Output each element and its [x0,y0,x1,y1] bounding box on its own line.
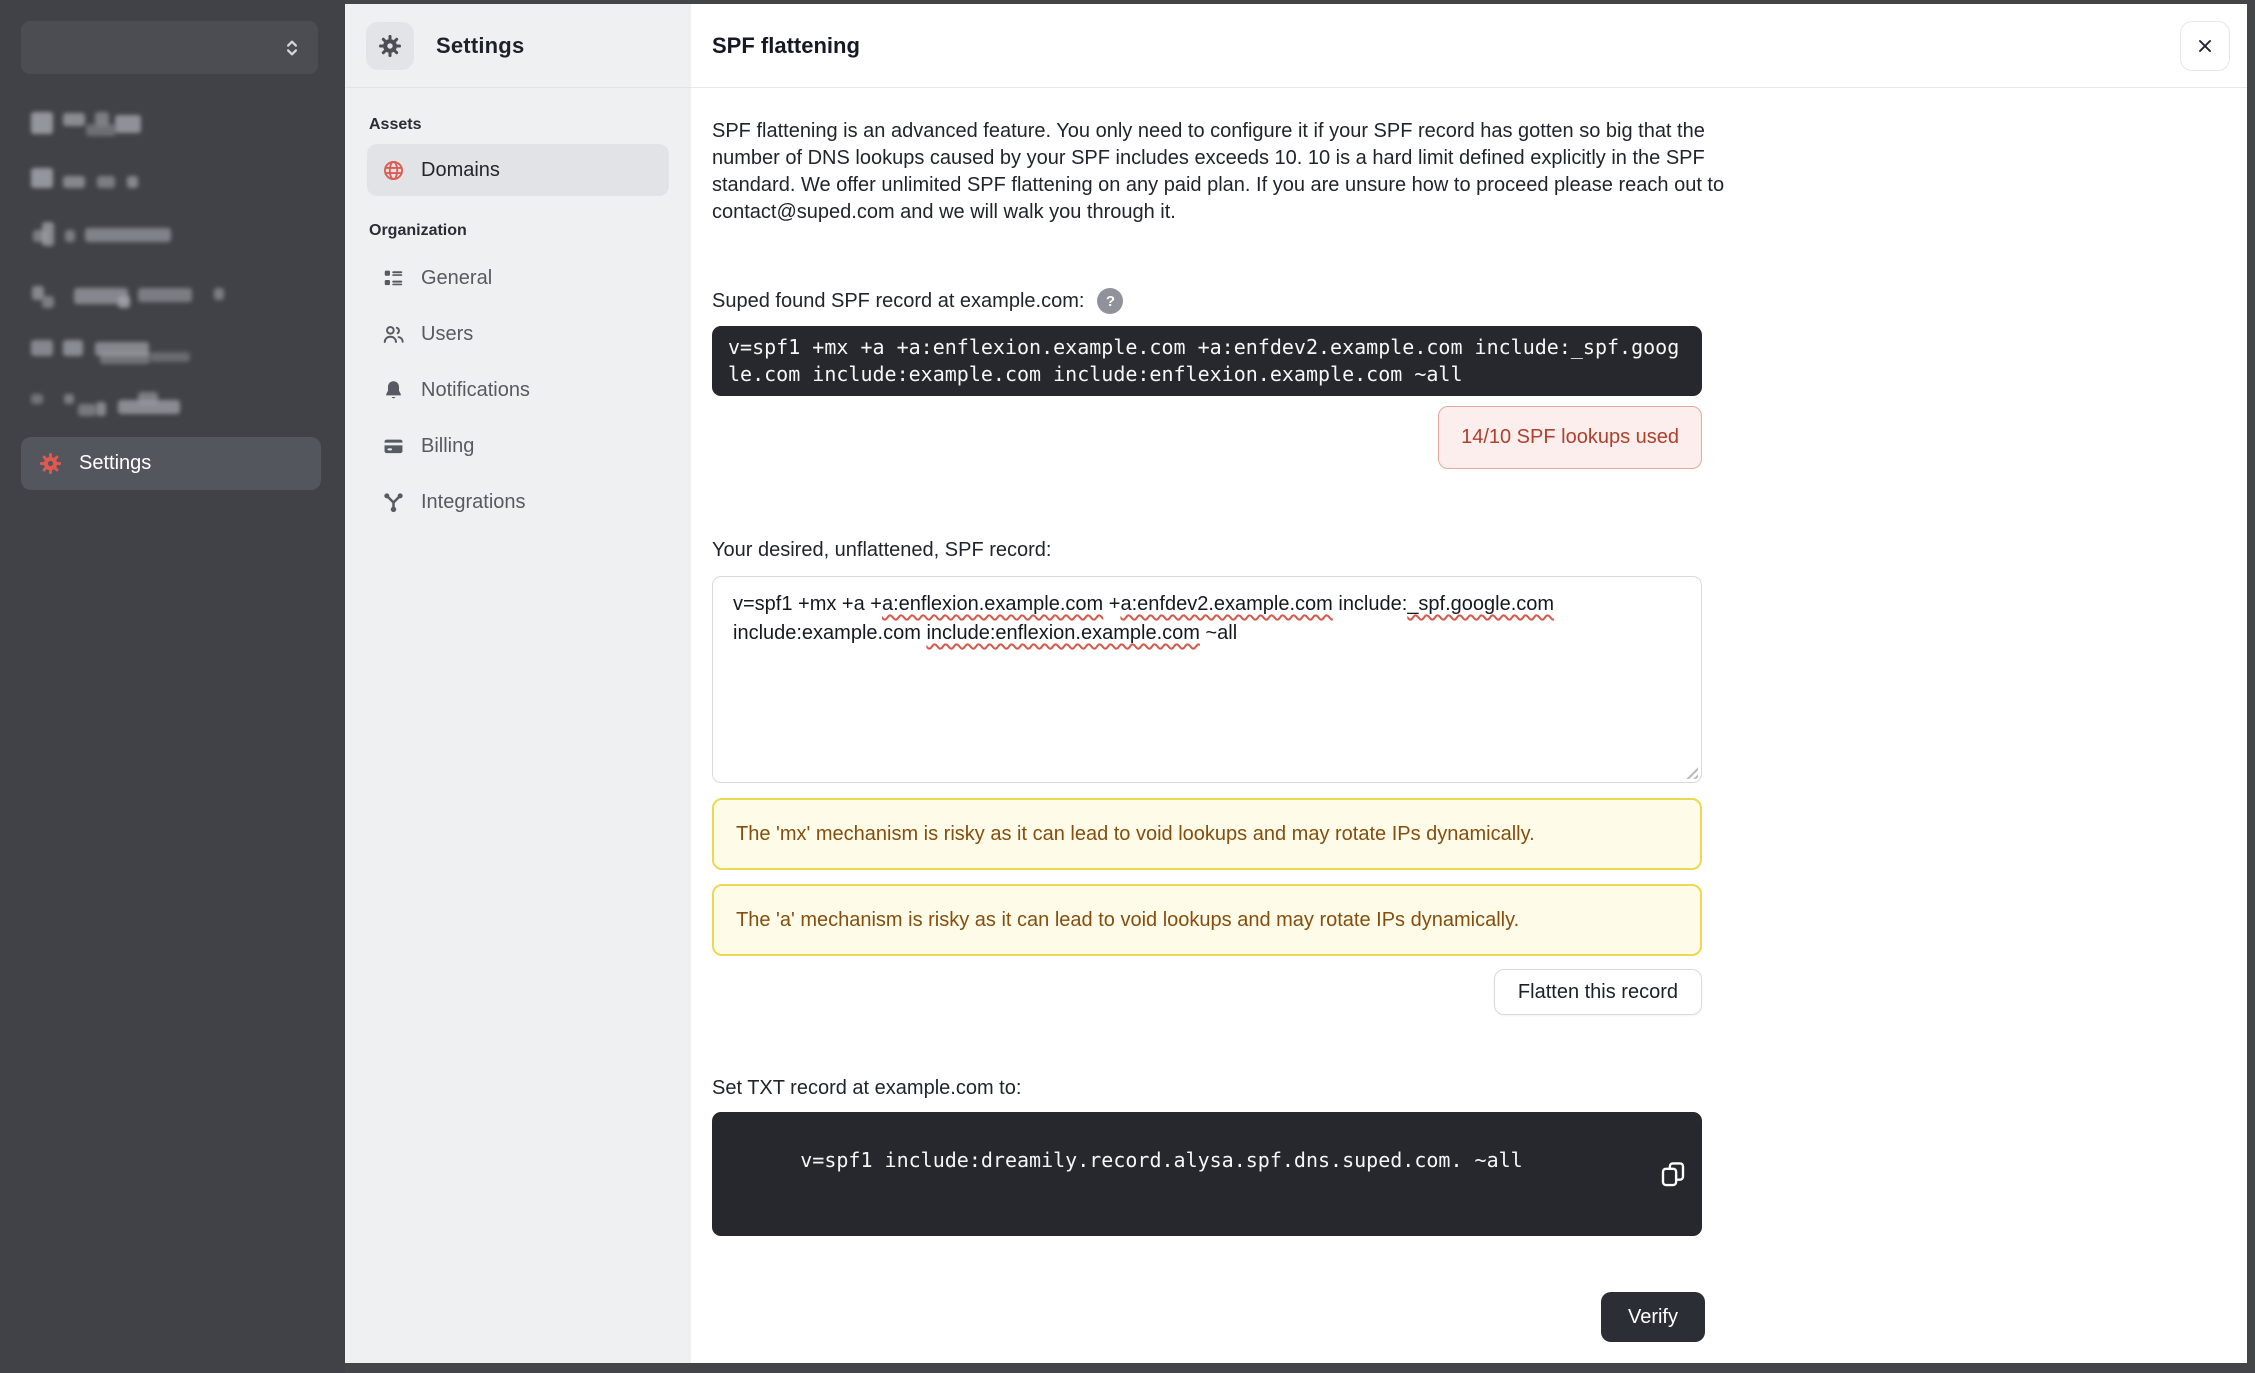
nav-item-label: Domains [421,158,500,181]
gear-icon [377,33,403,59]
globe-icon [381,158,406,183]
redacted-block [63,113,85,126]
found-record-label: Suped found SPF record at example.com: [712,289,1085,312]
main-header [691,4,2247,88]
redacted-block [64,394,74,404]
record-segment: ~all [1199,622,1238,644]
flatten-record-button[interactable]: Flatten this record [1494,969,1702,1015]
record-segment: + [1103,593,1121,615]
layout-list-icon [381,266,406,291]
txt-record-value: v=spf1 include:dreamily.record.alysa.spf.dns.suped.com. ~all [800,1148,1523,1172]
redacted-block [150,352,190,362]
redacted-block [96,402,106,416]
sidebar [0,0,345,1373]
spf-lookups-badge: 14/10 SPF lookups used [1438,406,1702,469]
txt-record-code [712,1112,1702,1236]
users-icon [381,322,406,347]
chevron-up-down-icon [279,35,305,61]
intro-text: SPF flattening is an advanced feature. You only need to configure it if your SPF record has gotten so big that the number of DNS lookups caused by your SPF includes exceeds 10. 10 is a hard limit defined explicitly in the SPF standard. We offer unlimited SPF flattening on any paid plan. If you are unsure how to proceed please reach out to contact@suped.com and we will walk you through it. [712,120,1725,223]
desired-record-label: Your desired, unflattened, SPF record: [712,539,1052,561]
warning-mx-mechanism [712,798,1702,870]
close-button[interactable] [2180,21,2230,71]
copy-button[interactable] [1654,1155,1692,1193]
settings-nav [345,4,691,1363]
redacted-block [63,340,83,356]
redacted-block [115,115,141,133]
gear-icon [38,451,63,476]
integrations-icon [381,490,406,515]
redacted-block [42,296,54,308]
redacted-block [214,288,224,300]
nav-item-label: Integrations [421,490,526,513]
settings-icon-chip [366,22,414,70]
desired-record-editor[interactable] [712,576,1702,783]
credit-card-icon [381,434,406,459]
verify-button[interactable]: Verify [1601,1292,1705,1342]
redacted-block [31,394,43,404]
spf-flattening-panel [691,4,2247,1363]
redacted-block [78,404,96,416]
redacted-block [31,168,53,188]
close-icon [2194,35,2216,57]
desired-record-text [733,590,1681,648]
sidebar-item-billing[interactable] [367,420,669,472]
redacted-block [63,176,85,188]
record-segment: a:enfdev2.example.com [1120,593,1333,615]
txt-record-label: Set TXT record at example.com to: [712,1077,1022,1099]
redacted-block [100,352,150,364]
nav-item-label: Users [421,322,474,345]
record-segment: include:example.com [733,622,927,644]
redacted-block [31,112,53,134]
redacted-block [118,296,130,308]
nav-item-label: Billing [421,434,475,457]
redacted-block [85,228,171,242]
record-segment: include: [1332,593,1408,615]
section-label-assets: Assets [369,116,422,133]
redacted-block [138,288,192,302]
record-segment: include:enflexion.example.com [926,622,1200,644]
copy-icon [1658,1159,1688,1189]
nav-item-label: General [421,266,493,289]
sidebar-item-settings[interactable] [21,437,321,490]
sidebar-item-notifications[interactable] [367,364,669,416]
warning-text: The 'a' mechanism is risky as it can lead to void lookups and may rotate IPs dynamically. [736,908,1520,931]
redacted-block [86,124,116,136]
bell-icon [381,378,406,403]
sidebar-item-domains[interactable] [367,144,669,196]
section-label-organization: Organization [369,222,467,239]
nav-item-label: Notifications [421,378,530,401]
record-segment: _spf.google.com [1407,593,1555,615]
page-title: SPF flattening [712,32,860,58]
sidebar-item-users[interactable] [367,308,669,360]
redacted-block [42,222,54,246]
sidebar-settings-label: Settings [79,452,152,474]
workspace-switcher[interactable] [21,21,318,74]
help-icon[interactable]: ? [1097,288,1123,314]
settings-panel-title: Settings [436,32,525,58]
warning-a-mechanism [712,884,1702,956]
warning-text: The 'mx' mechanism is risky as it can lead to void lookups and may rotate IPs dynamically. [736,822,1535,845]
redacted-block [31,340,53,356]
record-segment: a:enflexion.example.com [881,593,1104,615]
redacted-block [127,176,138,188]
sidebar-item-integrations[interactable] [367,476,669,528]
redacted-block [65,230,75,242]
record-segment: v=spf1 +mx +a + [733,593,882,615]
redacted-block [97,176,115,188]
found-spf-record-code: v=spf1 +mx +a +a:enflexion.example.com +a:enfdev2.example.com include:_spf.google.com include:example.com include:enflexion.example.com ~all [712,326,1702,396]
settings-nav-header [345,4,691,88]
sidebar-item-general[interactable] [367,252,669,304]
resize-grip[interactable] [1683,764,1698,779]
redacted-block [138,392,158,404]
